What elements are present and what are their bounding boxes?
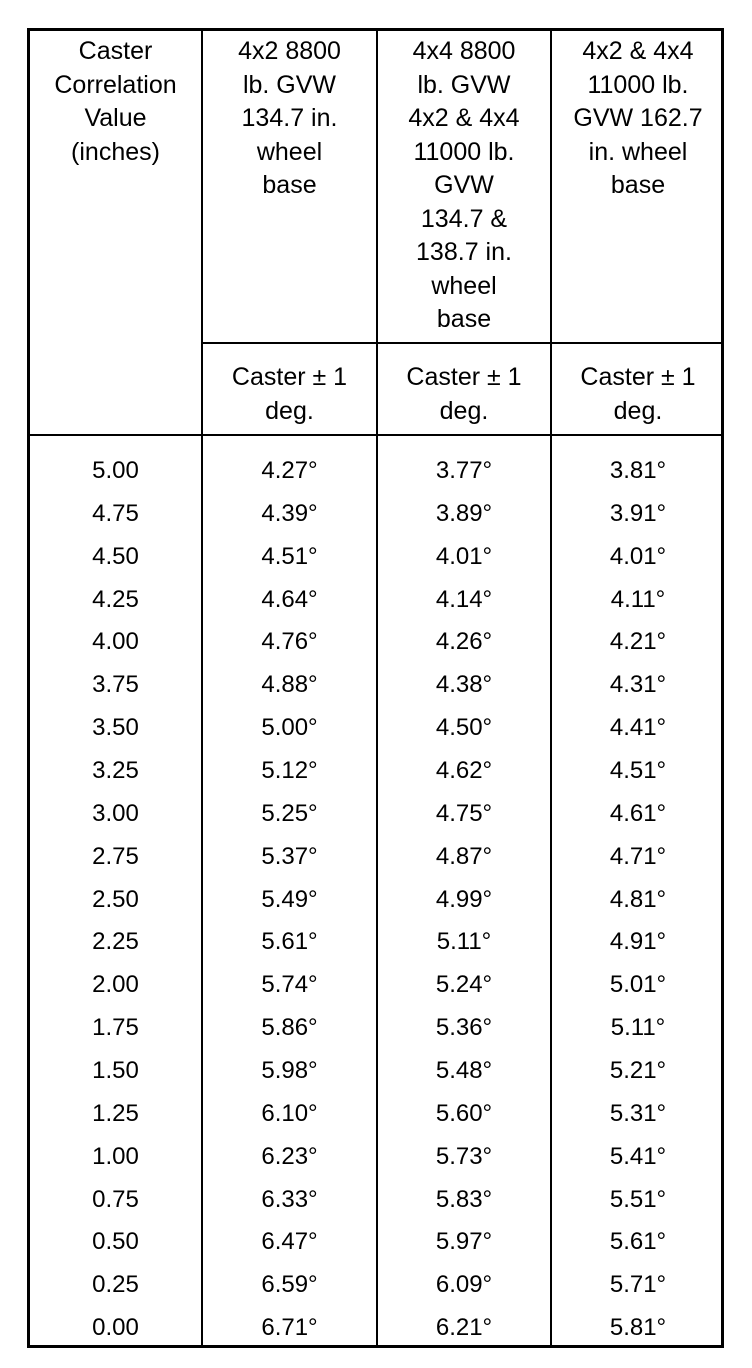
header-body-divider [30,434,721,436]
caster-correlation-table [27,28,724,1348]
table-cell-caster-11000-162-7: 4.21° [609,628,667,656]
table-cell-caster-4x2-8800: 4.88° [261,671,318,699]
table-cell-caster-value: 1.50 [92,1056,139,1084]
table-cell-caster-value: 2.00 [92,971,139,999]
table-cell-caster-4x4-8800-11000: 4.38° [435,671,493,699]
table-cell-caster-value: 2.75 [92,842,139,870]
table-cell-caster-4x2-8800: 5.74° [261,971,318,999]
table-cell-caster-11000-162-7: 3.81° [609,457,667,484]
table-cell-caster-4x2-8800: 6.71° [261,1314,318,1341]
table-cell-caster-value: 4.75 [92,499,139,527]
table-cell-caster-4x2-8800: 6.47° [261,1228,318,1256]
table-cell-caster-11000-162-7: 5.11° [610,1014,666,1042]
table-cell-caster-value: 4.25 [92,585,139,613]
table-cell-caster-4x2-8800: 5.61° [261,928,318,956]
table-cell-caster-value: 3.00 [92,799,139,827]
header-caster-correlation-value: Caster Correlation Value (inches) [54,37,177,166]
table-cell-caster-4x2-8800: 4.39° [261,499,318,527]
table-cell-caster-4x2-8800: 5.37° [261,842,318,870]
table-cell-caster-value: 1.75 [92,1014,139,1042]
table-cell-caster-11000-162-7: 4.51° [609,757,667,784]
table-cell-caster-4x4-8800-11000: 5.11° [436,928,492,956]
header-4x4-8800-4x2-4x4-11000: 4x4 8800 lb. GVW 4x2 & 4x4 11000 lb. GVW 134.7 & 138.7 in. wheel base [408,37,520,333]
table-cell-caster-11000-162-7: 4.61° [609,799,667,827]
table-cell-caster-11000-162-7: 4.91° [609,928,667,956]
table-cell-caster-4x2-8800: 5.25° [261,799,318,827]
header-4x2-4x4-11000-162-7: 4x2 & 4x4 11000 lb. GVW 162.7 in. wheel base [573,37,703,199]
table-cell-caster-value: 3.25 [92,757,139,784]
table-cell-caster-4x4-8800-11000: 4.01° [435,542,493,570]
table-cell-caster-value: 5.00 [92,457,139,484]
table-cell-caster-11000-162-7: 4.01° [609,542,667,570]
table-cell-caster-4x2-8800: 6.10° [261,1099,318,1127]
table-cell-caster-11000-162-7: 5.61° [609,1228,667,1256]
table-cell-caster-4x4-8800-11000: 5.83° [435,1185,493,1213]
table-cell-caster-4x4-8800-11000: 5.73° [435,1142,493,1170]
table-cell-caster-11000-162-7: 4.41° [609,714,667,742]
header-4x2-8800: 4x2 8800 lb. GVW 134.7 in. wheel base [238,37,341,199]
header-subheader-divider [202,342,721,344]
table-cell-caster-4x2-8800: 6.23° [261,1142,318,1170]
table-cell-caster-4x4-8800-11000: 6.09° [435,1271,493,1299]
table-cell-caster-value: 0.25 [92,1271,139,1299]
table-cell-caster-4x4-8800-11000: 3.89° [435,499,493,527]
table-cell-caster-11000-162-7: 5.51° [609,1185,667,1213]
table-cell-caster-11000-162-7: 5.71° [609,1271,667,1299]
subheader-caster-col4: Caster ± 1 deg. [580,363,696,425]
table-cell-caster-4x4-8800-11000: 5.48° [435,1056,493,1084]
table-cell-caster-4x2-8800: 5.00° [261,714,318,742]
table-cell-caster-11000-162-7: 5.21° [609,1056,667,1084]
table-cell-caster-4x4-8800-11000: 5.97° [435,1228,493,1256]
table-cell-caster-4x2-8800: 4.64° [261,585,318,613]
table-cell-caster-4x2-8800: 5.49° [261,885,318,913]
table-cell-caster-4x4-8800-11000: 5.24° [435,971,493,999]
table-cell-caster-4x2-8800: 5.86° [261,1014,318,1042]
table-cell-caster-4x4-8800-11000: 4.14° [435,585,493,613]
table-cell-caster-4x2-8800: 6.59° [261,1271,318,1299]
table-cell-caster-value: 1.00 [92,1142,139,1170]
table-cell-caster-value: 0.00 [92,1314,139,1341]
table-cell-caster-4x2-8800: 4.27° [261,457,318,484]
subheader-caster-col3: Caster ± 1 deg. [406,363,522,425]
table-cell-caster-value: 0.75 [92,1185,139,1213]
table-cell-caster-value: 2.25 [92,928,139,956]
table-cell-caster-11000-162-7: 4.81° [609,885,667,913]
subheader-caster-col2: Caster ± 1 deg. [231,363,348,425]
table-cell-caster-value: 3.75 [92,671,139,699]
table-cell-caster-4x4-8800-11000: 4.50° [435,714,493,742]
table-cell-caster-value: 1.25 [92,1099,139,1127]
table-cell-caster-4x4-8800-11000: 4.26° [435,628,493,656]
table-cell-caster-11000-162-7: 5.01° [609,971,667,999]
table-cell-caster-11000-162-7: 5.41° [609,1142,667,1170]
table-cell-caster-4x2-8800: 4.51° [261,542,318,570]
table-cell-caster-4x4-8800-11000: 5.36° [435,1014,493,1042]
table-cell-caster-11000-162-7: 4.31° [609,671,667,699]
table-cell-caster-value: 0.50 [92,1228,139,1256]
table-cell-caster-11000-162-7: 4.11° [610,585,666,613]
table-cell-caster-value: 3.50 [92,714,139,742]
table-cell-caster-4x2-8800: 6.33° [261,1185,318,1213]
table-cell-caster-11000-162-7: 5.81° [609,1314,667,1341]
table-cell-caster-11000-162-7: 3.91° [609,499,667,527]
table-cell-caster-4x4-8800-11000: 4.62° [435,757,493,784]
table-cell-caster-11000-162-7: 5.31° [609,1099,667,1127]
table-cell-caster-11000-162-7: 4.71° [609,842,667,870]
table-cell-caster-value: 4.00 [92,628,139,656]
table-cell-caster-4x4-8800-11000: 4.87° [435,842,493,870]
table-cell-caster-4x2-8800: 5.98° [261,1056,318,1084]
table-cell-caster-4x4-8800-11000: 4.99° [435,885,493,913]
table-cell-caster-4x4-8800-11000: 3.77° [435,457,493,484]
table-cell-caster-value: 4.50 [92,542,139,570]
table-cell-caster-4x4-8800-11000: 4.75° [435,799,493,827]
table-cell-caster-value: 2.50 [92,885,139,913]
table-cell-caster-4x4-8800-11000: 6.21° [435,1314,493,1341]
table-cell-caster-4x2-8800: 5.12° [261,757,318,784]
table-cell-caster-4x4-8800-11000: 5.60° [435,1099,493,1127]
table-cell-caster-4x2-8800: 4.76° [261,628,318,656]
